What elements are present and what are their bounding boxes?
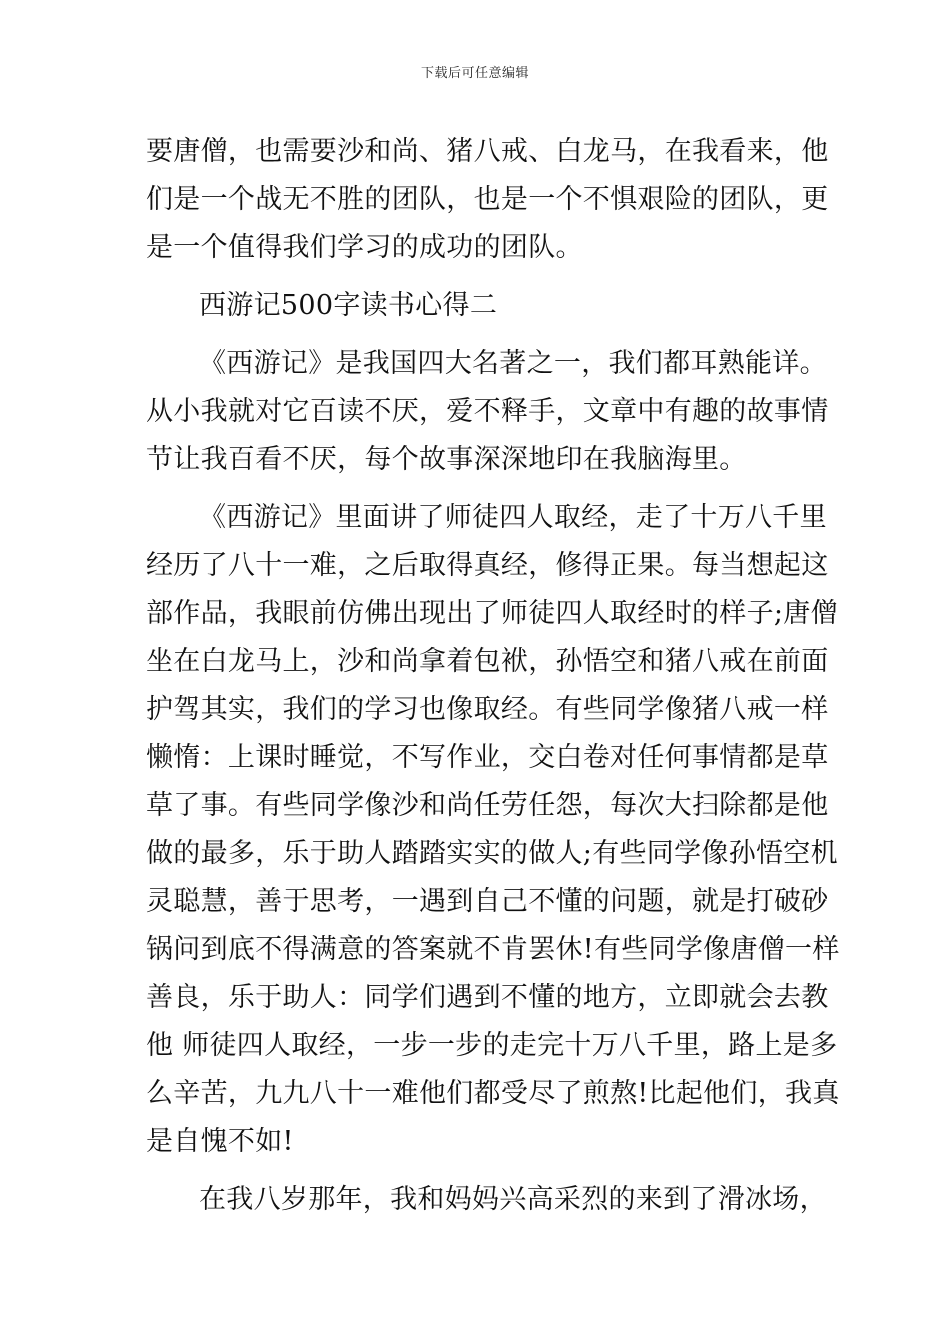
text-line: 从小我就对它百读不厌，爱不释手，文章中有趣的故事情 xyxy=(146,396,829,427)
text-line: 部作品，我眼前仿佛出现出了师徒四人取经时的样子;唐僧 xyxy=(146,598,838,629)
text-line: 锅问到底不得满意的答案就不肯罢休!有些同学像唐僧一样 xyxy=(146,934,840,965)
text-line: 么辛苦，九九八十一难他们都受尽了煎熬!比起他们，我真 xyxy=(146,1078,840,1109)
section-heading xyxy=(146,282,810,330)
paragraph-3 xyxy=(146,494,840,1166)
page-header-note: 下载后可任意编辑 xyxy=(420,66,529,81)
text-line: 节让我百看不厌，每个故事深深地印在我脑海里。 xyxy=(146,444,747,475)
text-line: 是自愧不如! xyxy=(146,1126,294,1157)
text-line: 是一个值得我们学习的成功的团队。 xyxy=(146,232,583,263)
text-line: 草了事。有些同学像沙和尚任劳任怨，每次大扫除都是他 xyxy=(146,790,829,821)
text-line: 《西游记》是我国四大名著之一，我们都耳熟能详。 xyxy=(199,348,827,379)
paragraph-1 xyxy=(146,128,829,272)
text-line: 他 师徒四人取经，一步一步的走完十万八千里，路上是多 xyxy=(146,1030,838,1061)
paragraph-4 xyxy=(146,1176,827,1224)
text-line: 做的最多，乐于助人踏踏实实的做人;有些同学像孙悟空机 xyxy=(146,838,838,869)
text-line: 灵聪慧，善于思考，一遇到自己不懂的问题，就是打破砂 xyxy=(146,886,829,917)
text-line: 在我八岁那年，我和妈妈兴高采烈的来到了滑冰场， xyxy=(199,1184,827,1215)
text-line: 善良，乐于助人：同学们遇到不懂的地方，立即就会去教 xyxy=(146,982,829,1013)
text-line: 《西游记》里面讲了师徒四人取经，走了十万八千里 xyxy=(199,502,827,533)
heading-text: 西游记500字读书心得二 xyxy=(199,290,498,321)
text-line: 们是一个战无不胜的团队，也是一个不惧艰险的团队，更 xyxy=(146,184,829,215)
text-line: 要唐僧，也需要沙和尚、猪八戒、白龙马，在我看来，他 xyxy=(146,136,829,167)
document-body xyxy=(146,128,840,1224)
text-line: 坐在白龙马上，沙和尚拿着包袱，孙悟空和猪八戒在前面 xyxy=(146,646,829,677)
paragraph-2 xyxy=(146,340,829,484)
text-line: 经历了八十一难，之后取得真经，修得正果。每当想起这 xyxy=(146,550,829,581)
text-line: 懒惰：上课时睡觉，不写作业，交白卷对任何事情都是草 xyxy=(146,742,829,773)
text-line: 护驾其实，我们的学习也像取经。有些同学像猪八戒一样 xyxy=(146,694,829,725)
